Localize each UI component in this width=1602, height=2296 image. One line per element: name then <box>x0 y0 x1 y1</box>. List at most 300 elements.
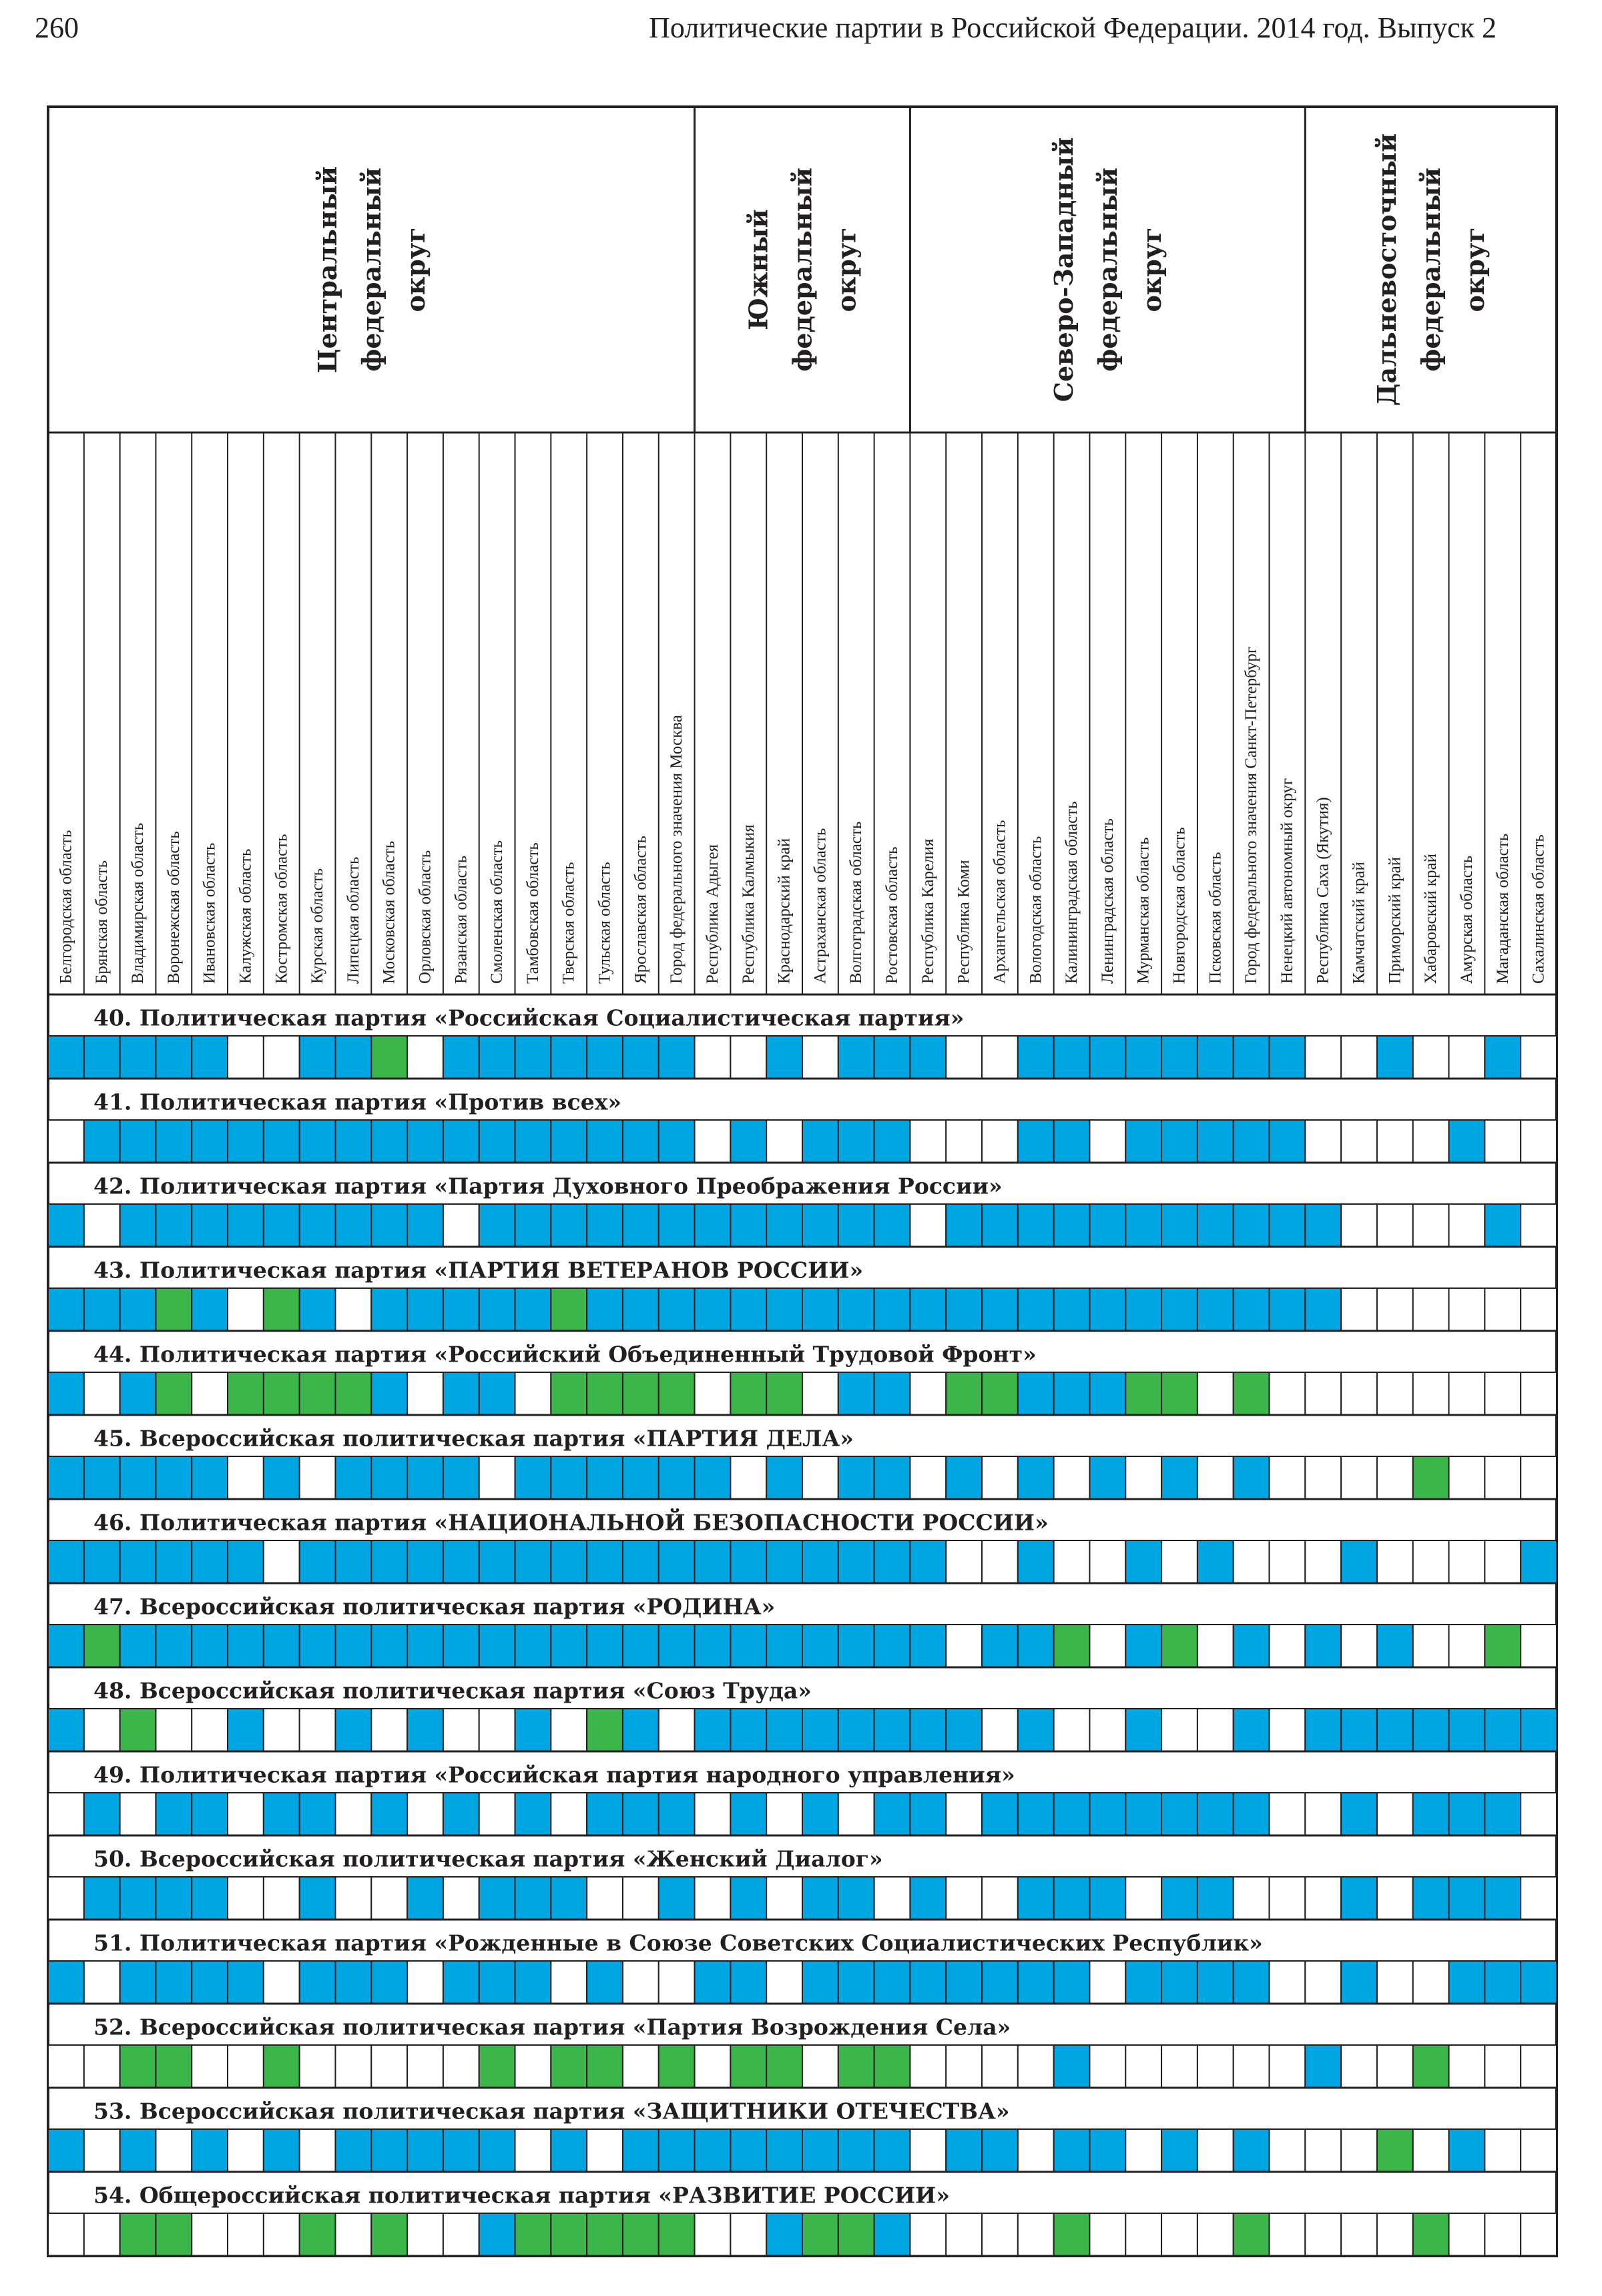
party-title: 54. Общероссийская политическая партия «РАЗВИТИЕ РОССИИ» <box>93 2182 950 2209</box>
status-cell <box>946 1120 982 1163</box>
status-cell <box>335 1540 371 1583</box>
status-cell <box>192 1036 228 1079</box>
status-cell <box>1341 2213 1377 2256</box>
status-cell <box>84 1456 120 1499</box>
status-cell <box>1413 1877 1449 1920</box>
status-cell <box>407 1204 443 1247</box>
status-cell <box>1054 1709 1090 1751</box>
status-cell <box>479 1625 515 1667</box>
status-cell <box>479 1120 515 1163</box>
status-cell <box>623 1709 659 1751</box>
status-cell <box>802 2213 838 2256</box>
status-cell <box>1234 2129 1270 2172</box>
status-cell <box>371 1793 407 1835</box>
status-cell <box>1377 1793 1413 1835</box>
status-cell <box>623 2129 659 2172</box>
status-cell <box>84 1625 120 1667</box>
status-cell <box>874 1877 910 1920</box>
status-cell <box>982 1709 1018 1751</box>
status-cell <box>264 1036 300 1079</box>
status-cell <box>1089 1709 1125 1751</box>
status-cell <box>910 1625 946 1667</box>
status-cell <box>874 2045 910 2088</box>
status-cell <box>766 1540 802 1583</box>
status-cell <box>228 2213 264 2256</box>
status-cell <box>1018 1204 1054 1247</box>
status-cell <box>1341 1456 1377 1499</box>
status-cell <box>1413 1288 1449 1331</box>
status-cell <box>1270 2213 1306 2256</box>
status-cell <box>443 1372 479 1415</box>
status-cell <box>156 1709 192 1751</box>
status-cell <box>515 1372 551 1415</box>
status-cell <box>1449 1204 1485 1247</box>
status-cell <box>120 1036 156 1079</box>
status-cell <box>874 1036 910 1079</box>
status-cell <box>587 1204 623 1247</box>
status-cell <box>443 2129 479 2172</box>
status-cell <box>1089 2129 1125 2172</box>
status-cell <box>802 1961 838 2004</box>
status-cell <box>695 1372 731 1415</box>
status-cell <box>946 2045 982 2088</box>
status-cell <box>1521 1709 1557 1751</box>
status-cell <box>874 1456 910 1499</box>
party-title: 46. Политическая партия «НАЦИОНАЛЬНОЙ БЕЗОПАСНОСТИ РОССИИ» <box>93 1509 1049 1536</box>
party-title: 48. Всероссийская политическая партия «Союз Труда» <box>93 1677 812 1704</box>
status-cell <box>1270 1709 1306 1751</box>
district-name-line: федеральный <box>1092 168 1123 372</box>
status-cell <box>1089 2045 1125 2088</box>
status-cell <box>623 1372 659 1415</box>
status-cell <box>1197 1709 1234 1751</box>
status-cell <box>1521 1204 1557 1247</box>
region-name: Псковская область <box>1206 852 1225 984</box>
status-cell <box>407 1625 443 1667</box>
status-cell <box>1054 1793 1090 1835</box>
status-cell <box>407 1709 443 1751</box>
status-cell <box>1413 1204 1449 1247</box>
status-cell <box>982 2213 1018 2256</box>
status-cell <box>1089 1877 1125 1920</box>
status-cell <box>1449 1877 1485 1920</box>
status-cell <box>479 1709 515 1751</box>
party-title: 40. Политическая партия «Российская Социалистическая партия» <box>93 1005 965 1031</box>
region-name: Калужская область <box>236 848 255 984</box>
status-cell <box>874 1372 910 1415</box>
status-cell <box>838 1540 874 1583</box>
status-cell <box>1161 1625 1197 1667</box>
status-cell <box>1161 1793 1197 1835</box>
status-cell <box>910 1204 946 1247</box>
status-cell <box>120 2129 156 2172</box>
status-cell <box>1377 2129 1413 2172</box>
status-cell <box>802 1456 838 1499</box>
status-cell <box>587 1120 623 1163</box>
status-cell <box>1089 1120 1125 1163</box>
region-name: Тульская область <box>595 862 614 984</box>
status-cell <box>228 1961 264 2004</box>
status-cell <box>1125 2213 1161 2256</box>
status-cell <box>1377 1877 1413 1920</box>
region-name: Сахалинская область <box>1529 834 1548 984</box>
status-cell <box>910 1877 946 1920</box>
party-title: 53. Всероссийская политическая партия «ЗАЩИТНИКИ ОТЕЧЕСТВА» <box>93 2098 1010 2124</box>
status-cell <box>1377 1709 1413 1751</box>
status-cell <box>1018 1288 1054 1331</box>
status-cell <box>1125 1120 1161 1163</box>
status-cell <box>156 2045 192 2088</box>
status-cell <box>730 1204 766 1247</box>
status-cell <box>120 1709 156 1751</box>
status-cell <box>695 1709 731 1751</box>
status-cell <box>300 2129 336 2172</box>
region-name: Ненецкий автономный округ <box>1278 778 1296 984</box>
status-cell <box>1125 1372 1161 1415</box>
status-cell <box>587 1456 623 1499</box>
district-name-line: округ <box>831 227 862 312</box>
status-cell <box>982 1456 1018 1499</box>
status-cell <box>1377 2213 1413 2256</box>
status-cell <box>587 1877 623 1920</box>
status-cell <box>1305 1540 1341 1583</box>
status-cell <box>228 1456 264 1499</box>
party-title: 41. Политическая партия «Против всех» <box>93 1089 622 1115</box>
status-cell <box>1125 1456 1161 1499</box>
status-cell <box>479 1877 515 1920</box>
status-cell <box>1341 1120 1377 1163</box>
status-cell <box>48 1120 84 1163</box>
status-cell <box>407 1456 443 1499</box>
status-cell <box>551 1288 587 1331</box>
status-cell <box>407 1036 443 1079</box>
status-cell <box>659 2045 695 2088</box>
status-cell <box>1089 1961 1125 2004</box>
status-cell <box>335 2129 371 2172</box>
region-name: Калининградская область <box>1063 801 1081 984</box>
status-cell <box>371 1709 407 1751</box>
status-cell <box>1449 1625 1485 1667</box>
status-cell <box>1449 2213 1485 2256</box>
status-cell <box>1485 1961 1521 2004</box>
status-cell <box>1521 1793 1557 1835</box>
status-cell <box>551 1709 587 1751</box>
status-cell <box>1054 1204 1090 1247</box>
district-name-line: округ <box>1460 227 1491 312</box>
region-name: Краснодарский край <box>775 838 794 984</box>
status-cell <box>695 1120 731 1163</box>
status-cell <box>1018 1793 1054 1835</box>
status-cell <box>264 2129 300 2172</box>
status-cell <box>1521 1961 1557 2004</box>
status-cell <box>1341 2045 1377 2088</box>
status-cell <box>443 1204 479 1247</box>
region-name: Волгоградская область <box>847 821 866 984</box>
status-cell <box>84 1793 120 1835</box>
status-cell <box>1270 1372 1306 1415</box>
status-cell <box>1125 1540 1161 1583</box>
status-cell <box>1485 1456 1521 1499</box>
party-title: 49. Политическая партия «Российская партия народного управления» <box>93 1761 1015 1788</box>
status-cell <box>1161 1961 1197 2004</box>
status-cell <box>1305 1793 1341 1835</box>
status-cell <box>1234 1372 1270 1415</box>
status-cell <box>1485 1877 1521 1920</box>
status-cell <box>695 1036 731 1079</box>
status-cell <box>1449 1709 1485 1751</box>
status-cell <box>228 1120 264 1163</box>
status-cell <box>120 1877 156 1920</box>
status-cell <box>1485 1204 1521 1247</box>
status-cell <box>730 1456 766 1499</box>
status-cell <box>1197 1877 1234 1920</box>
region-name: Костромская область <box>272 834 291 984</box>
status-cell <box>1305 1877 1341 1920</box>
status-cell <box>1125 1709 1161 1751</box>
status-cell <box>838 2129 874 2172</box>
status-cell <box>1161 1288 1197 1331</box>
status-cell <box>1413 1456 1449 1499</box>
status-cell <box>1413 1372 1449 1415</box>
status-cell <box>515 1793 551 1835</box>
status-cell <box>1234 1036 1270 1079</box>
status-cell <box>1341 1625 1377 1667</box>
region-name: Ярославская область <box>631 836 650 984</box>
status-cell <box>120 1961 156 2004</box>
status-cell <box>1449 1120 1485 1163</box>
status-cell <box>1125 1877 1161 1920</box>
party-title: 45. Всероссийская политическая партия «ПАРТИЯ ДЕЛА» <box>93 1425 854 1452</box>
status-cell <box>192 1793 228 1835</box>
status-cell <box>515 1877 551 1920</box>
status-cell <box>623 1204 659 1247</box>
status-cell <box>1449 1372 1485 1415</box>
status-cell <box>730 1793 766 1835</box>
status-cell <box>1234 1120 1270 1163</box>
status-cell <box>479 2045 515 2088</box>
status-cell <box>300 1288 336 1331</box>
status-cell <box>1054 2045 1090 2088</box>
status-cell <box>1377 2045 1413 2088</box>
status-cell <box>1377 1288 1413 1331</box>
district-name-line: Центральный <box>312 166 342 374</box>
status-cell <box>587 1793 623 1835</box>
status-cell <box>1305 1709 1341 1751</box>
status-cell <box>192 1120 228 1163</box>
status-cell <box>766 1120 802 1163</box>
status-cell <box>1054 1961 1090 2004</box>
status-cell <box>192 1709 228 1751</box>
status-cell <box>910 1540 946 1583</box>
status-cell <box>1018 1877 1054 1920</box>
status-cell <box>264 1288 300 1331</box>
status-cell <box>802 1709 838 1751</box>
status-cell <box>1305 1036 1341 1079</box>
status-cell <box>192 1877 228 1920</box>
status-cell <box>551 1372 587 1415</box>
status-cell <box>659 1625 695 1667</box>
status-cell <box>479 1793 515 1835</box>
status-cell <box>766 1288 802 1331</box>
district-name-line: федеральный <box>1416 168 1446 372</box>
status-cell <box>1449 2045 1485 2088</box>
status-cell <box>1413 1036 1449 1079</box>
status-cell <box>1413 1120 1449 1163</box>
status-cell <box>335 1709 371 1751</box>
status-cell <box>802 1540 838 1583</box>
status-cell <box>802 2045 838 2088</box>
status-cell <box>300 1793 336 1835</box>
status-cell <box>1161 2213 1197 2256</box>
status-cell <box>838 1456 874 1499</box>
party-title: 44. Политическая партия «Российский Объединенный Трудовой Фронт» <box>93 1341 1037 1368</box>
status-cell <box>910 2129 946 2172</box>
status-cell <box>587 1036 623 1079</box>
status-cell <box>371 2129 407 2172</box>
status-cell <box>730 1877 766 1920</box>
region-name: Хабаровский край <box>1422 854 1440 984</box>
status-cell <box>156 1372 192 1415</box>
status-cell <box>335 1204 371 1247</box>
status-cell <box>874 2213 910 2256</box>
status-cell <box>407 1288 443 1331</box>
status-cell <box>659 1120 695 1163</box>
region-name: Ленинградская область <box>1098 818 1117 984</box>
status-cell <box>551 1540 587 1583</box>
status-cell <box>371 1204 407 1247</box>
status-cell <box>1054 1372 1090 1415</box>
status-cell <box>802 1036 838 1079</box>
status-cell <box>1089 1625 1125 1667</box>
region-name: Воронежская область <box>164 831 183 984</box>
status-cell <box>766 1793 802 1835</box>
region-name: Брянская область <box>93 860 111 984</box>
status-cell <box>1377 1204 1413 1247</box>
status-cell <box>371 2213 407 2256</box>
status-cell <box>1305 1204 1341 1247</box>
status-cell <box>120 1625 156 1667</box>
status-cell <box>1305 2129 1341 2172</box>
status-cell <box>228 1877 264 1920</box>
status-cell <box>623 1540 659 1583</box>
status-cell <box>838 1204 874 1247</box>
status-cell <box>48 1961 84 2004</box>
status-cell <box>48 1877 84 1920</box>
status-cell <box>1377 1625 1413 1667</box>
status-cell <box>264 1540 300 1583</box>
status-cell <box>228 1372 264 1415</box>
status-cell <box>1234 1709 1270 1751</box>
status-cell <box>982 2129 1018 2172</box>
status-cell <box>1449 2129 1485 2172</box>
status-cell <box>1449 1456 1485 1499</box>
status-cell <box>515 2045 551 2088</box>
status-cell <box>156 1793 192 1835</box>
status-cell <box>1413 2045 1449 2088</box>
status-cell <box>479 1036 515 1079</box>
region-name: Республика Коми <box>955 860 973 984</box>
status-cell <box>192 1456 228 1499</box>
status-cell <box>874 1120 910 1163</box>
status-cell <box>982 1625 1018 1667</box>
status-cell <box>1197 1204 1234 1247</box>
status-cell <box>192 1372 228 1415</box>
status-cell <box>1197 1540 1234 1583</box>
status-cell <box>659 1709 695 1751</box>
status-cell <box>802 1877 838 1920</box>
status-cell <box>1197 1793 1234 1835</box>
status-cell <box>371 1877 407 1920</box>
status-cell <box>1125 1961 1161 2004</box>
status-cell <box>1197 2213 1234 2256</box>
status-cell <box>695 1625 731 1667</box>
status-cell <box>1305 1120 1341 1163</box>
status-cell <box>730 1288 766 1331</box>
status-cell <box>1341 1204 1377 1247</box>
status-cell <box>1449 1793 1485 1835</box>
status-cell <box>1485 1036 1521 1079</box>
status-cell <box>730 2213 766 2256</box>
status-cell <box>1018 1372 1054 1415</box>
status-cell <box>120 1793 156 1835</box>
status-cell <box>695 1456 731 1499</box>
status-cell <box>84 1288 120 1331</box>
status-cell <box>982 1288 1018 1331</box>
status-cell <box>84 1120 120 1163</box>
status-cell <box>1234 1540 1270 1583</box>
status-cell <box>48 2045 84 2088</box>
status-cell <box>1270 1120 1306 1163</box>
status-cell <box>730 1372 766 1415</box>
status-cell <box>874 1204 910 1247</box>
status-cell <box>120 2213 156 2256</box>
status-cell <box>1054 1456 1090 1499</box>
status-cell <box>1305 1625 1341 1667</box>
status-cell <box>659 1288 695 1331</box>
status-cell <box>1054 2129 1090 2172</box>
status-cell <box>1125 1036 1161 1079</box>
status-cell <box>1234 1625 1270 1667</box>
status-cell <box>156 2129 192 2172</box>
status-cell <box>946 1709 982 1751</box>
status-cell <box>1521 2129 1557 2172</box>
status-cell <box>946 1625 982 1667</box>
status-cell <box>766 1372 802 1415</box>
status-cell <box>335 1625 371 1667</box>
status-cell <box>982 1961 1018 2004</box>
status-cell <box>1018 2213 1054 2256</box>
status-cell <box>1054 1625 1090 1667</box>
status-cell <box>1521 1540 1557 1583</box>
status-cell <box>1341 1961 1377 2004</box>
status-cell <box>156 1288 192 1331</box>
status-cell <box>874 1961 910 2004</box>
status-cell <box>695 2213 731 2256</box>
status-cell <box>1521 1456 1557 1499</box>
status-cell <box>802 1625 838 1667</box>
status-cell <box>874 1709 910 1751</box>
status-cell <box>659 1372 695 1415</box>
status-cell <box>156 1120 192 1163</box>
status-cell <box>659 1204 695 1247</box>
region-name: Новгородская область <box>1170 827 1189 984</box>
status-cell <box>371 1625 407 1667</box>
status-cell <box>335 1120 371 1163</box>
district-name-line: федеральный <box>787 168 818 372</box>
status-cell <box>1089 1793 1125 1835</box>
status-cell <box>802 1372 838 1415</box>
status-cell <box>1485 1709 1521 1751</box>
